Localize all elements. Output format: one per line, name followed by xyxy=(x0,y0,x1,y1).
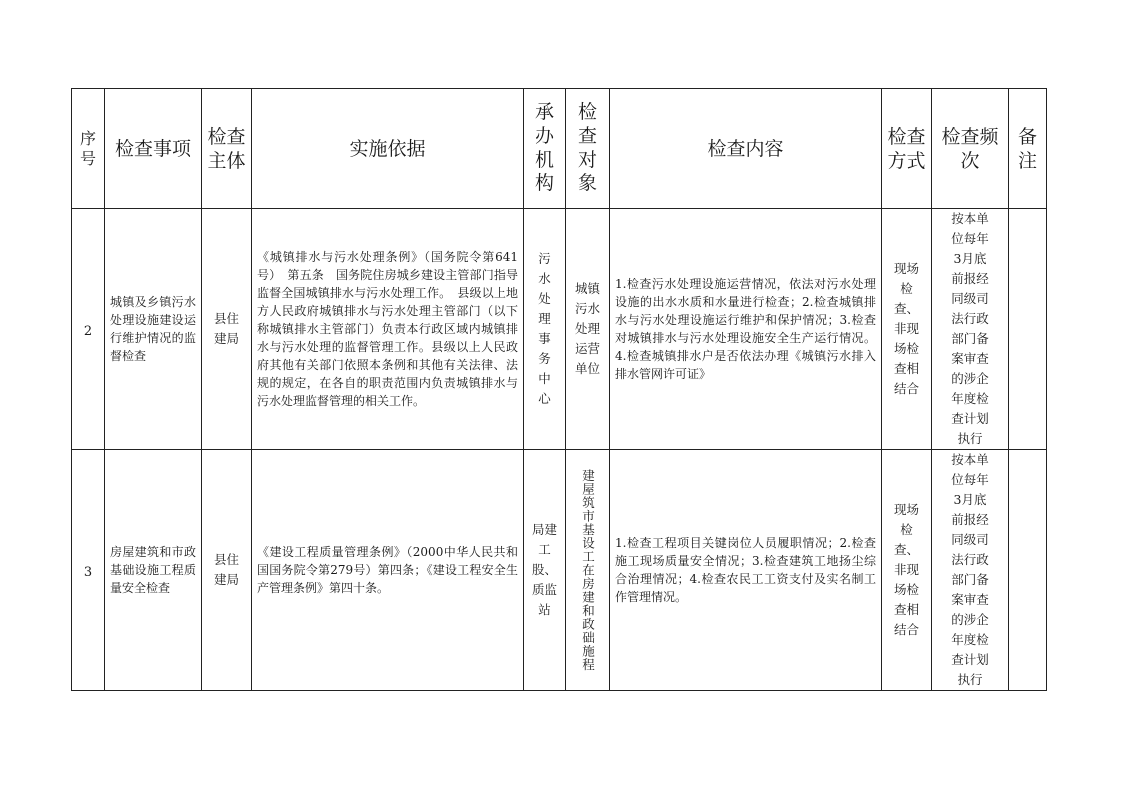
header-remark: 备注 xyxy=(1009,89,1047,209)
header-object: 检查对象 xyxy=(566,89,610,209)
header-row xyxy=(72,89,1047,209)
row-subject: 县住建局 xyxy=(202,450,252,691)
row-seq: 3 xyxy=(72,450,105,691)
header-subject: 检查主体 xyxy=(202,89,252,209)
row-agency: 局建工股、质监站 xyxy=(524,450,566,691)
row-object: 城镇污水处理运营单位 xyxy=(566,209,610,450)
header-agency: 承办机构 xyxy=(524,89,566,209)
row-object: 建屋筑市基设工在房建和政础施程 xyxy=(566,450,610,691)
row-content: 1.检查污水处理设施运营情况，依法对污水处理设施的出水水质和水量进行检查；2.检查城镇排水与污水处理设施运行维护和保护情况；3.检查对城镇排水与污水处理设施安全生产运行情况。4.检查城镇排水户是否依法办理《城镇污水排入排水管网许可证》 xyxy=(610,209,882,450)
header-basis: 实施依据 xyxy=(252,89,524,209)
row-item: 城镇及乡镇污水处理设施建设运行维护情况的监督检查 xyxy=(105,209,202,450)
row-frequency: 按本单位每年3月底前报经同级司法行政部门备案审查的涉企年度检查计划执行 xyxy=(932,450,1009,691)
table-row xyxy=(72,209,1047,450)
inspection-table xyxy=(71,88,1047,691)
header-seq: 序号 xyxy=(72,89,105,209)
row-item: 房屋建筑和市政基础设施工程质量安全检查 xyxy=(105,450,202,691)
row-content: 1.检查工程项目关键岗位人员履职情况；2.检查施工现场质量安全情况；3.检查建筑工地扬尘综合治理情况；4.检查农民工工资支付及实名制工作管理情况。 xyxy=(610,450,882,691)
row-basis: 《建设工程质量管理条例》（2000中华人民共和国国务院令第279号）第四条；《建设工程安全生产管理条例》第四十条。 xyxy=(252,450,524,691)
row-remark xyxy=(1009,450,1047,691)
row-method: 现场检查、非现场检查相结合 xyxy=(882,450,932,691)
row-subject: 县住建局 xyxy=(202,209,252,450)
row-basis: 《城镇排水与污水处理条例》（国务院令第641号） 第五条 国务院住房城乡建设主管部门指导监督全国城镇排水与污水处理工作。 县级以上地方人民政府城镇排水与污水处理主管部门（以下称城镇排水主管部门）负责本行政区域内城镇排水与污水处理的监督管理工作。县级以上人民政府其他有关部门依照本条例和其他有关法律、法规的规定，在各自的职责范围内负责城镇排水与污水处理监督管理的相关工作。 xyxy=(252,209,524,450)
row-agency: 污水处理事务中心 xyxy=(524,209,566,450)
row-frequency: 按本单位每年3月底前报经同级司法行政部门备案审查的涉企年度检查计划执行 xyxy=(932,209,1009,450)
row-remark xyxy=(1009,209,1047,450)
row-seq: 2 xyxy=(72,209,105,450)
header-content: 检查内容 xyxy=(610,89,882,209)
table-row xyxy=(72,450,1047,691)
header-method: 检查方式 xyxy=(882,89,932,209)
header-frequency: 检查频次 xyxy=(932,89,1009,209)
row-method: 现场检查、非现场检查相结合 xyxy=(882,209,932,450)
header-item: 检查事项 xyxy=(105,89,202,209)
